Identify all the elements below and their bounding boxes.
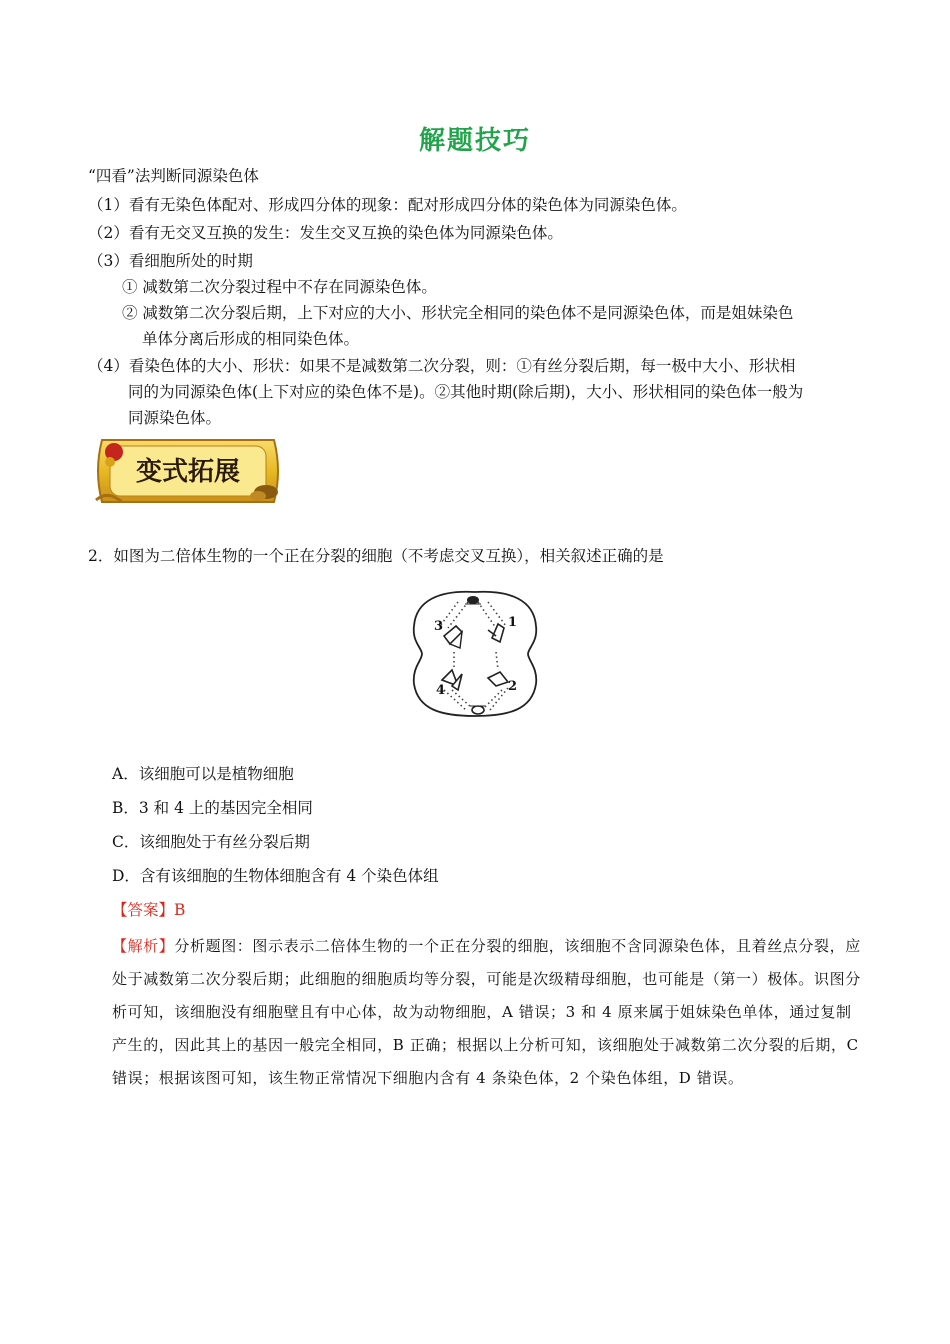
analysis-label: 【解析】	[112, 937, 175, 955]
analysis-text: 分析题图：图示表示二倍体生物的一个正在分裂的细胞，该细胞不含同源染色体，且着丝点分裂，应处于减数第二次分裂后期；此细胞的细胞质均等分裂，可能是次级精母细胞，也可能是（第一）极体。识图分析可知，该细胞没有细胞壁且有中心体，故为动物细胞，A 错误；3 和 4 原来属于姐妹染色单体，通过复制产生的，因此其上的基因一般完全相同，B 正确；根据以上分析可知，该细胞处于减数第二次分裂的后期，C 错误；根据该图可知，该生物正常情况下细胞内含有 4 条染色体，2 个染色体组，D 错误。	[112, 937, 861, 1087]
chromosome-label-1: 1	[508, 615, 518, 630]
option-b: B．3 和 4 上的基因完全相同	[112, 799, 313, 817]
tip-item-3: （3）看细胞所处的时期	[88, 252, 253, 270]
answer-label: 【答案】	[112, 901, 175, 919]
cell-membrane	[414, 592, 537, 716]
option-c: C．该细胞处于有丝分裂后期	[112, 833, 310, 851]
option-d: D．含有该细胞的生物体细胞含有 4 个染色体组	[112, 867, 439, 885]
tips-intro: “四看”法判断同源染色体	[88, 167, 259, 185]
tip-item-2: （2）看有无交叉互换的发生：发生交叉互换的染色体为同源染色体。	[88, 224, 563, 242]
tip-item-4-line-2: 同的为同源染色体(上下对应的染色体不是)。②其他时期(除后期)，大小、形状相同的染色体一般为	[128, 383, 804, 401]
analysis-paragraph	[112, 930, 862, 1095]
tip-item-4-line-1: （4）看染色体的大小、形状：如果不是减数第二次分裂，则：①有丝分裂后期，每一极中大小、形状相	[88, 357, 796, 375]
chromosome-label-4: 4	[436, 683, 446, 698]
answer-line	[112, 899, 185, 921]
chromosome-label-2: 2	[508, 679, 518, 694]
option-a: A．该细胞可以是植物细胞	[112, 765, 294, 783]
tip-item-3-sub-1: ① 减数第二次分裂过程中不存在同源染色体。	[122, 278, 437, 296]
tip-item-4-line-3: 同源染色体。	[128, 409, 222, 427]
tip-item-1: （1）看有无染色体配对、形成四分体的现象：配对形成四分体的染色体为同源染色体。	[88, 196, 687, 214]
banner-scroll-graphic	[88, 430, 288, 512]
question-stem: 2．如图为二倍体生物的一个正在分裂的细胞（不考虑交叉互换），相关叙述正确的是	[88, 547, 664, 565]
answer-value: B	[174, 901, 186, 919]
page-title: 解题技巧	[418, 126, 531, 156]
chromosome-label-3: 3	[434, 619, 444, 634]
tip-item-3-sub-2-line-1: ② 减数第二次分裂后期，上下对应的大小、形状完全相同的染色体不是同源染色体，而是姐妹染色	[122, 304, 794, 322]
variant-extension-banner	[88, 430, 288, 512]
tip-item-3-sub-2-line-2: 单体分离后形成的相同染色体。	[142, 330, 360, 348]
banner-text: 变式拓展	[135, 457, 241, 487]
cell-division-figure	[410, 586, 540, 721]
